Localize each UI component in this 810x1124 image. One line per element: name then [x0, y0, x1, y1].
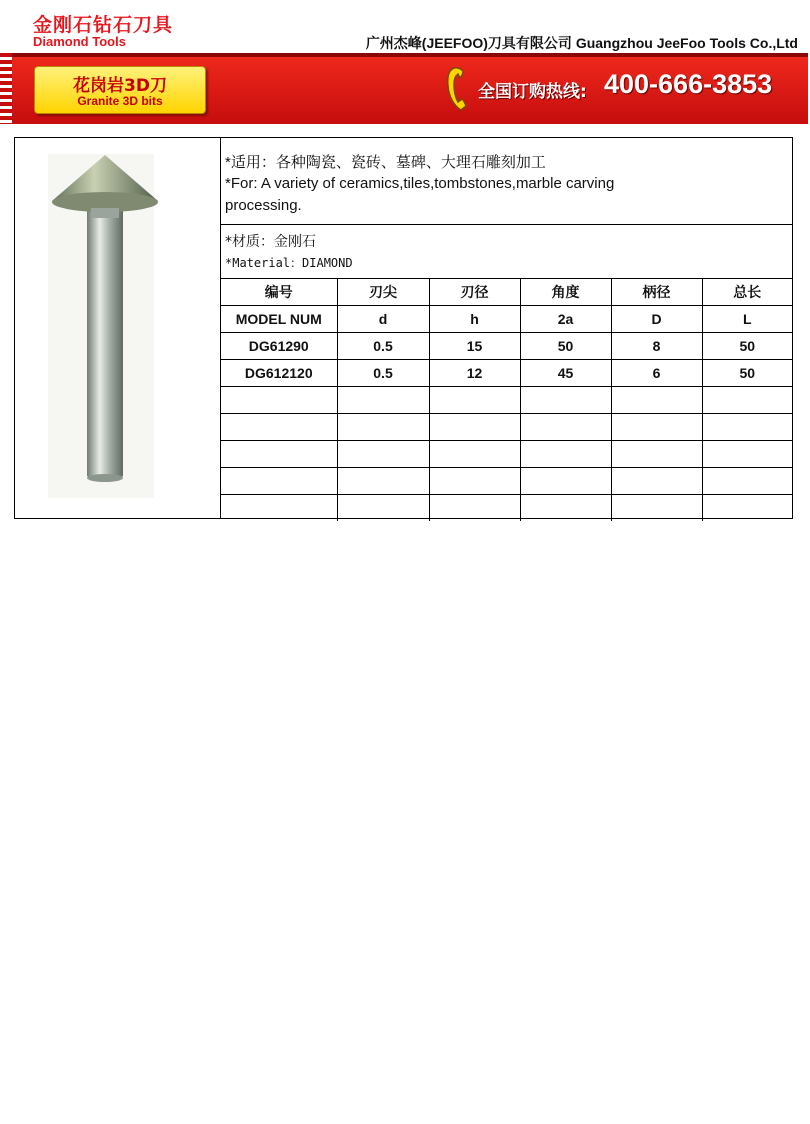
table-cell: 0.5 [337, 360, 429, 387]
table-cell: 50 [702, 333, 792, 360]
banner-stripe [4, 53, 808, 57]
table-cell [611, 387, 702, 414]
table-cell [429, 414, 520, 441]
table-cell [611, 468, 702, 495]
hotline-label: 全国订购热线: [478, 82, 587, 102]
header-cell: D [611, 306, 702, 333]
table-cell [221, 387, 337, 414]
table-cell: 50 [702, 360, 792, 387]
table-cell [429, 468, 520, 495]
table-cell: 8 [611, 333, 702, 360]
table-cell [337, 441, 429, 468]
table-cell: DG61290 [221, 333, 337, 360]
usage-section [221, 138, 792, 225]
table-header-en [221, 306, 792, 333]
table-cell [221, 414, 337, 441]
table-cell [221, 468, 337, 495]
header-cell: d [337, 306, 429, 333]
table-cell [702, 468, 792, 495]
brand-title-cn: 金刚石钻石刀具 [33, 14, 174, 36]
table-cell [520, 495, 611, 522]
table-cell [429, 387, 520, 414]
header-cell: 柄径 [611, 279, 702, 306]
header-cell: 角度 [520, 279, 611, 306]
usage-en-line1: *For: A variety of ceramics,tiles,tombstones,marble carving [225, 175, 615, 192]
table-cell [429, 441, 520, 468]
table-row [221, 414, 792, 441]
brand-title-en: Diamond Tools [33, 34, 126, 49]
hotline-number: 400-666-3853 [604, 69, 773, 99]
table-cell [337, 468, 429, 495]
table-row [221, 360, 792, 387]
phone-icon [446, 64, 476, 112]
table-cell [520, 441, 611, 468]
company-name: 广州杰峰(JEEFOO)刀具有限公司 Guangzhou JeeFoo Tools Co.,Ltd [365, 35, 798, 51]
category-title-cn: 花岗岩3D刀 [73, 76, 167, 96]
table-row [221, 495, 792, 522]
table-row [221, 387, 792, 414]
header-cell: 刃径 [429, 279, 520, 306]
category-title-en: Granite 3D bits [77, 94, 163, 108]
material-section [221, 225, 792, 279]
banner-serrated-edge [0, 53, 12, 124]
product-card [14, 137, 793, 519]
header-cell: L [702, 306, 792, 333]
table-cell [520, 414, 611, 441]
table-cell [520, 387, 611, 414]
table-row [221, 441, 792, 468]
table-cell [221, 495, 337, 522]
table-cell [429, 495, 520, 522]
table-cell: 15 [429, 333, 520, 360]
spec-table [221, 279, 792, 521]
table-row [221, 468, 792, 495]
header-cell: 2a [520, 306, 611, 333]
table-header-cn [221, 279, 792, 306]
table-cell [702, 495, 792, 522]
table-cell [520, 468, 611, 495]
diamond-cone-bit-icon [15, 138, 220, 518]
table-cell [702, 441, 792, 468]
table-cell: 50 [520, 333, 611, 360]
table-cell: 12 [429, 360, 520, 387]
usage-en-line2: processing. [225, 197, 302, 214]
table-cell [221, 441, 337, 468]
table-cell [611, 441, 702, 468]
header-cell: 编号 [221, 279, 337, 306]
category-box [34, 66, 206, 114]
table-cell [337, 495, 429, 522]
table-cell [337, 387, 429, 414]
table-cell: 0.5 [337, 333, 429, 360]
table-cell: DG612120 [221, 360, 337, 387]
table-cell: 6 [611, 360, 702, 387]
table-cell [611, 414, 702, 441]
material-en: *Material：DIAMOND [225, 256, 353, 270]
header-cell: 总长 [702, 279, 792, 306]
table-cell [337, 414, 429, 441]
product-image [15, 138, 221, 518]
usage-cn: *适用：各种陶瓷、瓷砖、墓碑、大理石雕刻加工 [225, 154, 546, 171]
table-cell [702, 387, 792, 414]
table-cell [611, 495, 702, 522]
header-cell: h [429, 306, 520, 333]
table-row [221, 333, 792, 360]
table-cell: 45 [520, 360, 611, 387]
header-cell: MODEL NUM [221, 306, 337, 333]
table-cell [702, 414, 792, 441]
header-cell: 刃尖 [337, 279, 429, 306]
material-cn: *材质：金刚石 [225, 234, 316, 250]
